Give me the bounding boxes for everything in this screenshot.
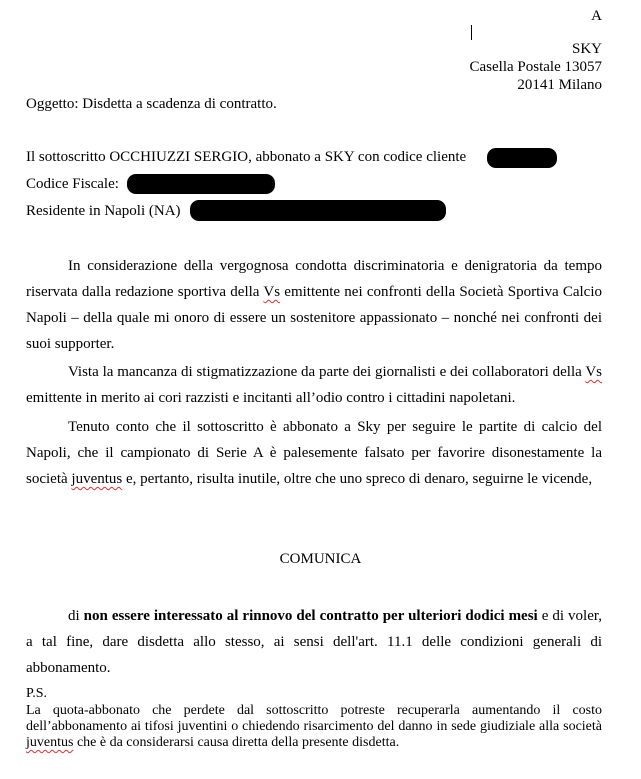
postscript-label: P.S. xyxy=(26,686,48,701)
recipient-prefix: A xyxy=(591,8,602,24)
text-cursor xyxy=(471,25,472,40)
identity-line-residence: Residente in Napoli (NA) xyxy=(26,203,181,219)
comunica-heading: COMUNICA xyxy=(279,551,362,567)
paragraph-cancellation: di non essere interessato al rinnovo del contratto per ulteriori dodici mesi e di voler, a tal fine, dare disdetta allo stesso, ai sensi dell'art. 11.1 delle condizioni generali di abbonamento. xyxy=(26,608,603,676)
paragraph-stigmatization: Vista la mancanza di stigmatizzazione da parte dei giornalisti e dei collaboratori della Vs emittente in merito ai cori razzisti e incitanti all’odio contro i cittadini napoletani. xyxy=(26,364,602,406)
postscript-text: La quota-abbonato che perdete dal sottoscritto potreste recuperarla aumentando il costo dell’abbonamento ai tifosi juventini o chiedendo risarcimento del danno in sede giudiziale alla società juventus che è da considerarsi causa diretta della presente disdetta. xyxy=(26,703,602,750)
paragraph-subscription: Tenuto conto che il sottoscritto è abbonato a Sky per seguire le partite di calcio del Napoli, che il campionato di Serie A è palesemente falsato per favorire disonestamente la società juventus e, pertanto, risulta inutile, oltre che uno spreco di denaro, seguirne le vicende, xyxy=(26,419,602,487)
recipient-name: SKY xyxy=(571,41,602,57)
recipient-po-box: Casella Postale 13057 xyxy=(469,59,602,75)
identity-line-client: Il sottoscritto OCCHIUZZI SERGIO, abbonato a SKY con codice cliente xyxy=(26,149,467,165)
recipient-name-line xyxy=(470,7,602,58)
identity-line-fiscal-code: Codice Fiscale: xyxy=(26,176,119,192)
redacted-residence-address xyxy=(190,200,446,221)
redacted-fiscal-code xyxy=(127,174,275,194)
recipient-city: 20141 Milano xyxy=(517,77,602,93)
paragraph-consideration: In considerazione della vergognosa condotta discriminatoria e denigratoria da tempo riservata dalla redazione sportiva della Vs emittente nei confronti della Società Sportiva Calcio Napoli – della quale mi onoro di essere un sostenitore appassionato – nonché nei confronti dei suoi supporter. xyxy=(26,258,602,352)
recipient-address xyxy=(470,7,602,94)
subject-line: Oggetto: Disdetta a scadenza di contratto. xyxy=(26,96,277,112)
redacted-client-code xyxy=(487,148,557,168)
